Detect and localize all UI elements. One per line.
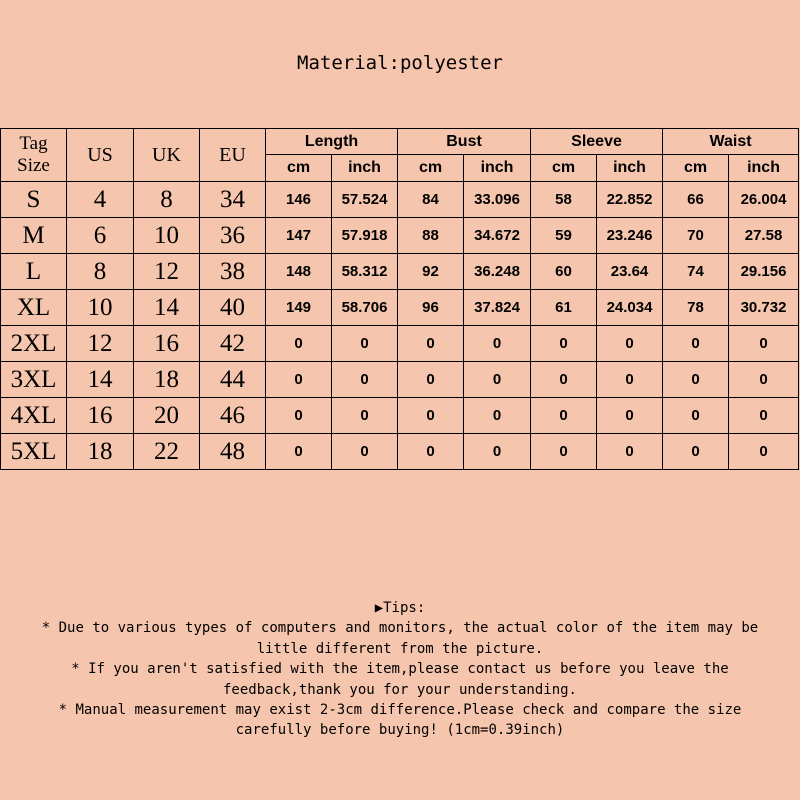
tag-size-cell: XL	[1, 290, 67, 326]
table-cell: 0	[663, 362, 729, 398]
table-cell: 70	[663, 218, 729, 254]
table-cell: 36.248	[464, 254, 531, 290]
table-cell: 8	[134, 182, 200, 218]
table-cell: 57.524	[332, 182, 398, 218]
table-row	[1, 362, 799, 398]
table-cell: 40	[200, 290, 266, 326]
table-cell: 147	[266, 218, 332, 254]
table-cell: 14	[134, 290, 200, 326]
table-cell: 0	[531, 398, 597, 434]
size-chart-table	[0, 128, 799, 470]
table-cell: 4	[67, 182, 134, 218]
table-cell: 0	[332, 326, 398, 362]
table-cell: 0	[597, 398, 663, 434]
table-cell: 14	[67, 362, 134, 398]
unit-header: cm	[398, 155, 464, 182]
tips-line: * Due to various types of computers and monitors, the actual color of the item may be	[41, 620, 759, 637]
table-cell: 36	[200, 218, 266, 254]
table-cell: 0	[266, 326, 332, 362]
table-cell: 12	[134, 254, 200, 290]
table-cell: 27.58	[729, 218, 799, 254]
unit-header: cm	[531, 155, 597, 182]
table-cell: 0	[531, 326, 597, 362]
table-cell: 0	[464, 398, 531, 434]
table-cell: 16	[67, 398, 134, 434]
tips-line: little different from the picture.	[256, 640, 544, 657]
tag-size-cell: 5XL	[1, 434, 67, 470]
table-cell: 24.034	[597, 290, 663, 326]
table-cell: 66	[663, 182, 729, 218]
table-cell: 20	[134, 398, 200, 434]
table-cell: 88	[398, 218, 464, 254]
table-cell: 0	[729, 398, 799, 434]
table-row	[1, 434, 799, 470]
table-cell: 0	[464, 326, 531, 362]
unit-header: inch	[729, 155, 799, 182]
size-chart-body	[1, 182, 799, 470]
table-cell: 146	[266, 182, 332, 218]
table-cell: 0	[663, 326, 729, 362]
table-cell: 26.004	[729, 182, 799, 218]
table-cell: 148	[266, 254, 332, 290]
table-cell: 0	[332, 398, 398, 434]
table-cell: 33.096	[464, 182, 531, 218]
table-cell: 84	[398, 182, 464, 218]
unit-header: cm	[266, 155, 332, 182]
header-tag-size: Tag Size	[1, 129, 67, 182]
table-cell: 22	[134, 434, 200, 470]
table-row	[1, 254, 799, 290]
table-cell: 38	[200, 254, 266, 290]
table-cell: 58.706	[332, 290, 398, 326]
header-bust: Bust	[398, 129, 531, 155]
table-cell: 42	[200, 326, 266, 362]
tag-size-cell: 4XL	[1, 398, 67, 434]
table-cell: 23.246	[597, 218, 663, 254]
table-cell: 0	[398, 326, 464, 362]
table-cell: 0	[729, 434, 799, 470]
table-cell: 0	[663, 398, 729, 434]
table-cell: 57.918	[332, 218, 398, 254]
table-cell: 37.824	[464, 290, 531, 326]
table-cell: 149	[266, 290, 332, 326]
table-cell: 92	[398, 254, 464, 290]
unit-header: inch	[597, 155, 663, 182]
table-cell: 46	[200, 398, 266, 434]
table-row	[1, 182, 799, 218]
table-cell: 18	[134, 362, 200, 398]
table-cell: 0	[597, 326, 663, 362]
table-cell: 0	[398, 362, 464, 398]
header-waist: Waist	[663, 129, 799, 155]
table-cell: 8	[67, 254, 134, 290]
table-cell: 44	[200, 362, 266, 398]
table-cell: 10	[134, 218, 200, 254]
table-cell: 60	[531, 254, 597, 290]
table-cell: 23.64	[597, 254, 663, 290]
tips-line: * If you aren't satisfied with the item,please contact us before you leave the	[71, 661, 729, 678]
table-cell: 22.852	[597, 182, 663, 218]
table-cell: 0	[398, 398, 464, 434]
table-cell: 34	[200, 182, 266, 218]
tips-line: * Manual measurement may exist 2-3cm difference.Please check and compare the size	[58, 702, 742, 719]
table-cell: 0	[398, 434, 464, 470]
tips-line: carefully before buying! (1cm=0.39inch)	[235, 722, 565, 739]
table-cell: 59	[531, 218, 597, 254]
table-cell: 74	[663, 254, 729, 290]
tag-size-cell: L	[1, 254, 67, 290]
table-cell: 0	[332, 434, 398, 470]
tag-size-cell: 2XL	[1, 326, 67, 362]
table-cell: 0	[597, 362, 663, 398]
table-cell: 0	[266, 398, 332, 434]
table-cell: 0	[266, 362, 332, 398]
table-cell: 10	[67, 290, 134, 326]
table-cell: 58.312	[332, 254, 398, 290]
table-cell: 29.156	[729, 254, 799, 290]
table-cell: 0	[729, 362, 799, 398]
table-cell: 0	[464, 434, 531, 470]
table-cell: 18	[67, 434, 134, 470]
table-cell: 0	[266, 434, 332, 470]
table-cell: 6	[67, 218, 134, 254]
table-cell: 96	[398, 290, 464, 326]
tips-heading: ▶Tips:	[374, 600, 426, 616]
table-cell: 0	[531, 434, 597, 470]
material-title: Material:polyester	[297, 52, 503, 74]
header-row-groups	[1, 129, 799, 155]
table-cell: 0	[464, 362, 531, 398]
table-row	[1, 218, 799, 254]
table-cell: 0	[332, 362, 398, 398]
header-eu: EU	[200, 129, 266, 182]
table-cell: 30.732	[729, 290, 799, 326]
table-row	[1, 290, 799, 326]
table-cell: 61	[531, 290, 597, 326]
unit-header: inch	[332, 155, 398, 182]
tag-size-cell: M	[1, 218, 67, 254]
unit-header: cm	[663, 155, 729, 182]
header-length: Length	[266, 129, 398, 155]
table-cell: 16	[134, 326, 200, 362]
header-sleeve: Sleeve	[531, 129, 663, 155]
table-row	[1, 326, 799, 362]
header-uk: UK	[134, 129, 200, 182]
table-row	[1, 398, 799, 434]
table-cell: 0	[531, 362, 597, 398]
table-cell: 78	[663, 290, 729, 326]
tag-size-cell: S	[1, 182, 67, 218]
table-cell: 12	[67, 326, 134, 362]
table-cell: 34.672	[464, 218, 531, 254]
header-us: US	[67, 129, 134, 182]
unit-header: inch	[464, 155, 531, 182]
tips-section	[0, 598, 800, 741]
table-cell: 58	[531, 182, 597, 218]
tag-size-cell: 3XL	[1, 362, 67, 398]
table-cell: 0	[597, 434, 663, 470]
table-cell: 0	[729, 326, 799, 362]
tips-line: feedback,thank you for your understanding.	[222, 681, 577, 698]
table-cell: 0	[663, 434, 729, 470]
table-cell: 48	[200, 434, 266, 470]
